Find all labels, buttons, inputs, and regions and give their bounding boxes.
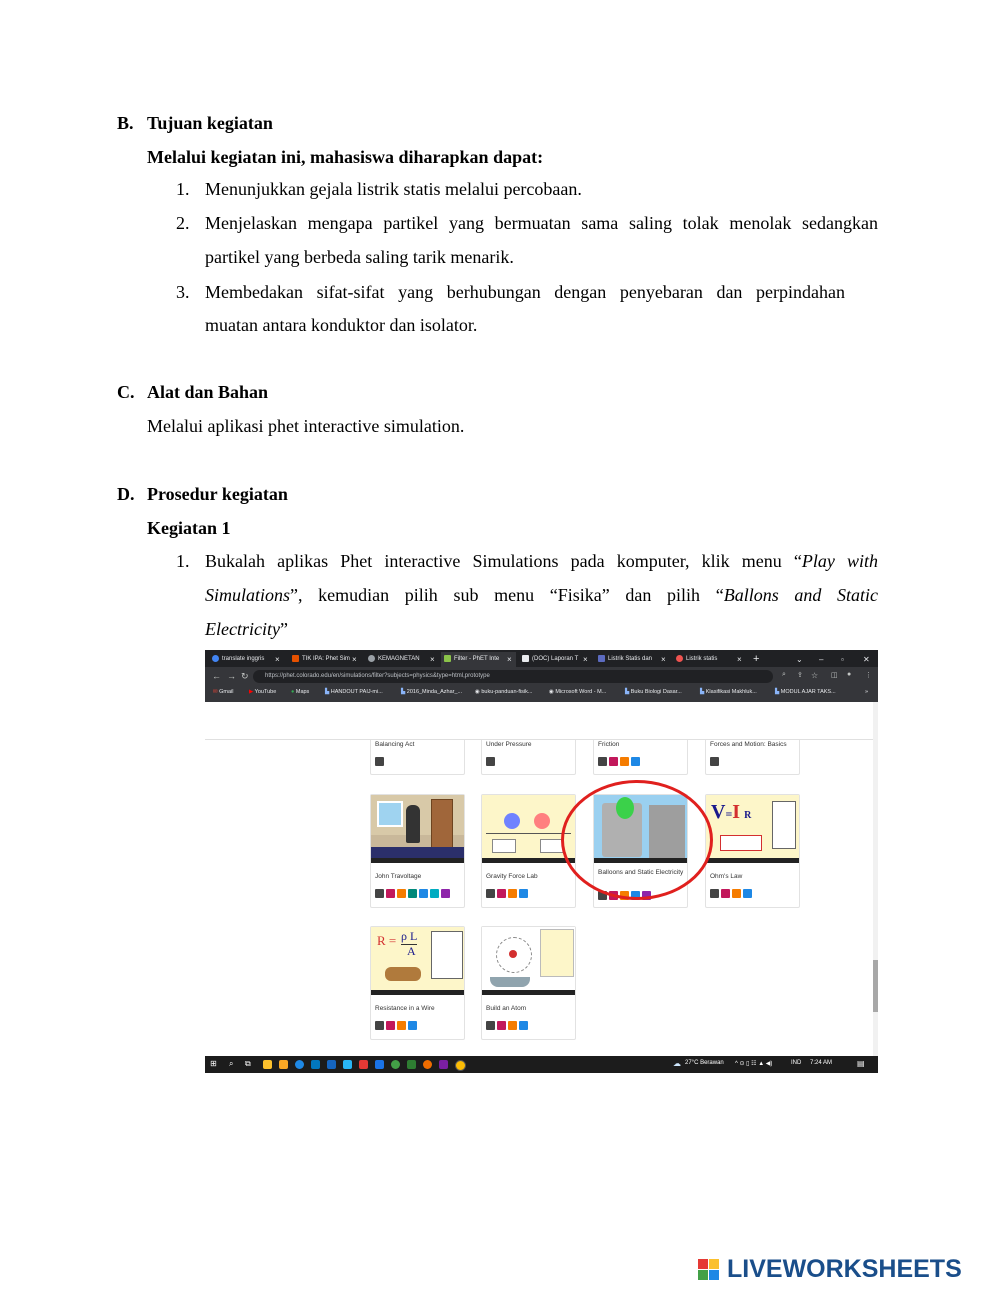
sim-card-john-travoltage[interactable] (370, 794, 465, 908)
reload-icon[interactable]: ↻ (241, 671, 249, 681)
browser-tab[interactable]: KEMAGNETAN (365, 652, 434, 667)
sim-thumbnail: R = ρ L A (371, 927, 464, 995)
resistance-formula: R = (377, 933, 397, 948)
browser-tab[interactable]: TIK IPA: Phet Sim (289, 652, 352, 667)
liveworksheets-logo-icon (698, 1259, 720, 1281)
sim-title: Balancing Act (375, 741, 415, 748)
phet-tab-icon (444, 655, 451, 662)
bookmark-star-icon[interactable]: ☆ (811, 671, 819, 680)
weather-text[interactable]: 27°C Berawan (685, 1060, 724, 1066)
bookmark-item[interactable]: ◉ Microsoft Word - M... (549, 689, 607, 695)
sim-title: Build an Atom (486, 1005, 527, 1012)
section-b-title: Tujuan kegiatan (147, 113, 273, 133)
restore-icon[interactable]: ▫ (841, 655, 844, 664)
bookmark-item[interactable]: ▙ Klasifikasi Makhluk... (700, 689, 757, 695)
close-icon[interactable]: × (583, 655, 588, 664)
minimize-icon[interactable]: – (819, 655, 824, 664)
chrome-icon[interactable] (455, 1060, 466, 1071)
clock[interactable]: 7:24 AM (810, 1060, 833, 1066)
list-item-text: Membedakan sifat-sifat yang berhubungan dengan penyebaran dan perpindahan (205, 282, 845, 302)
site-icon (676, 655, 683, 662)
sim-thumbnail (371, 795, 464, 863)
app-icon[interactable] (359, 1060, 368, 1069)
notification-icon[interactable]: ▤ (857, 1059, 865, 1068)
sim-title: Balloons and Static Electricity (598, 869, 684, 876)
bookmark-item[interactable]: ▙ Buku Biologi Dasar... (625, 689, 682, 695)
sim-icons (710, 757, 721, 775)
bookmark-youtube[interactable]: ▶ YouTube (249, 689, 277, 695)
doc-icon: ▙ (325, 689, 330, 695)
sim-icons (486, 889, 530, 907)
task-view-icon[interactable]: ⧉ (245, 1059, 251, 1068)
tray-icons[interactable]: ^ ⊙ ▯ ☷ ▲ ◀) (735, 1061, 773, 1067)
sim-icons (486, 757, 497, 775)
sim-icons (375, 1021, 419, 1039)
header-backdrop (205, 702, 873, 740)
bookmarks-bar (205, 686, 878, 702)
sound-icon (620, 757, 629, 766)
inclusive-icon (609, 757, 618, 766)
html5-icon (710, 757, 719, 766)
browser-tab-active[interactable]: Filter - PhET Inte (441, 652, 516, 667)
sim-title: Under Pressure (486, 741, 532, 748)
bookmark-item[interactable]: ▙ 2016_Minda_Azhar_... (401, 689, 463, 695)
sim-icons (375, 889, 452, 907)
list-item-text: Menjelaskan mengapa partikel yang bermuatan sama saling tolak menolak sedangkan (205, 213, 878, 233)
doc-icon: ▙ (700, 689, 705, 695)
cloud-icon: ☁ (673, 1059, 681, 1068)
doc-icon: ▙ (775, 689, 780, 695)
close-icon[interactable]: × (275, 655, 280, 664)
file-explorer-icon[interactable] (279, 1060, 288, 1069)
list-item-text: muatan antara konduktor dan isolator. (205, 315, 478, 335)
sim-thumbnail (482, 927, 575, 995)
new-tab-plus-icon[interactable]: + (753, 653, 760, 665)
sim-thumbnail (482, 795, 575, 863)
list-item-number: 1. (176, 551, 190, 571)
youtube-icon: ▶ (249, 689, 254, 695)
sim-icons (710, 889, 754, 907)
forward-arrow-icon[interactable]: → (227, 671, 236, 681)
section-d-letter: D. (117, 484, 135, 504)
app-icon[interactable] (343, 1060, 352, 1069)
sim-title: Gravity Force Lab (486, 873, 538, 880)
close-icon[interactable]: × (352, 655, 357, 664)
sim-card-build-an-atom[interactable] (481, 926, 576, 1040)
close-icon[interactable]: × (737, 655, 742, 664)
zoom-icon[interactable]: ⌕ (782, 671, 786, 678)
bookmark-gmail[interactable]: ✉ Gmail (213, 689, 234, 695)
gmail-icon: ✉ (213, 689, 218, 695)
section-c-letter: C. (117, 382, 135, 402)
list-item-number: 3. (176, 282, 190, 302)
app-icon[interactable] (263, 1060, 272, 1069)
sim-title: John Travoltage (375, 873, 422, 880)
profile-icon[interactable]: ● (847, 671, 852, 678)
windows-taskbar (205, 1056, 878, 1073)
excel-icon[interactable] (407, 1060, 416, 1069)
list-item-number: 2. (176, 213, 190, 233)
html5-icon (375, 757, 384, 766)
section-b-letter: B. (117, 113, 134, 133)
close-window-icon[interactable]: ✕ (863, 655, 870, 664)
section-b-intro: Melalui kegiatan ini, mahasiswa diharapkan dapat: (147, 147, 544, 167)
sim-card-resistance-in-a-wire[interactable] (370, 926, 465, 1040)
word-icon[interactable] (375, 1060, 384, 1069)
sim-card-ohms-law[interactable] (705, 794, 800, 908)
procedure-line-3: Electricity” (205, 619, 288, 639)
scrollbar-thumb[interactable] (873, 960, 878, 1012)
app-icon[interactable] (423, 1060, 432, 1069)
liveworksheets-logo-text: LIVEWORKSHEETS (727, 1255, 962, 1283)
sim-title: Ohm's Law (710, 873, 743, 880)
close-icon[interactable]: × (507, 655, 512, 664)
bookmark-maps[interactable]: ● Maps (291, 689, 310, 695)
globe-icon: ◉ (549, 689, 554, 695)
globe-icon: ◉ (475, 689, 480, 695)
close-icon[interactable]: × (661, 655, 666, 664)
section-d-subtitle: Kegiatan 1 (147, 518, 231, 538)
globe-icon (368, 655, 375, 662)
bookmark-item[interactable]: ◉ buku-panduan-fisik... (475, 689, 533, 695)
app-icon[interactable] (311, 1060, 320, 1069)
section-c-title: Alat dan Bahan (147, 382, 269, 402)
sim-title: Resistance in a Wire (375, 1005, 435, 1012)
procedure-line-2: Simulations”, kemudian pilih sub menu “Fisika” dan pilih “Ballons and Static (205, 585, 879, 605)
sim-icons (598, 757, 642, 775)
menu-dots-icon[interactable]: ⋮ (865, 672, 872, 679)
highlight-circle (561, 780, 713, 900)
more-bookmarks-icon[interactable]: » (865, 689, 869, 695)
browser-tab-bar (205, 650, 878, 667)
section-d-title: Prosedur kegiatan (147, 484, 288, 504)
doc-icon: ▙ (401, 689, 406, 695)
section-c-body: Melalui aplikasi phet interactive simulation. (147, 416, 465, 436)
close-icon[interactable]: × (430, 655, 435, 664)
html5-icon (598, 757, 607, 766)
ohm-formula: V=I R (711, 801, 752, 823)
browser-tab[interactable]: (DOC) Laporan T (519, 652, 588, 667)
html5-icon (486, 757, 495, 766)
whatsapp-icon[interactable] (391, 1060, 400, 1069)
app-icon[interactable] (439, 1060, 448, 1069)
sim-title: Friction (598, 741, 620, 748)
academia-icon (522, 655, 529, 662)
translate-icon (631, 757, 640, 766)
browser-tab[interactable]: Listrik Statis dan (595, 652, 662, 667)
procedure-line-1: Bukalah aplikas Phet interactive Simulations pada komputer, klik menu “Play with (205, 551, 878, 571)
list-item-text: partikel yang berbeda saling tarik menarik. (205, 247, 514, 267)
sim-title: Forces and Motion: Basics (710, 741, 787, 748)
bookmark-item[interactable]: ▙ MODUL AJAR TAKS... (775, 689, 836, 695)
sim-icons (375, 757, 386, 775)
sim-thumbnail (706, 795, 799, 863)
share-icon[interactable]: ⇪ (797, 672, 803, 679)
maps-pin-icon: ● (291, 689, 295, 695)
search-icon[interactable]: ⌕ (229, 1059, 234, 1068)
back-arrow-icon[interactable]: ← (212, 671, 221, 681)
sim-icons (486, 1021, 530, 1039)
list-item-number: 1. (176, 179, 190, 199)
windows-start-icon[interactable]: ⊞ (210, 1059, 217, 1068)
language-indicator[interactable]: IND (791, 1060, 802, 1066)
site-icon (292, 655, 299, 662)
sidepanel-icon[interactable]: ◫ (831, 672, 838, 679)
browser-tab[interactable]: Listrik statis (673, 652, 738, 667)
chevron-down-icon[interactable]: ⌄ (796, 655, 803, 664)
phet-screenshot (205, 650, 878, 1073)
google-icon (212, 655, 219, 662)
browser-address-bar (205, 667, 878, 686)
doc-icon: ▙ (625, 689, 630, 695)
app-icon[interactable] (327, 1060, 336, 1069)
list-item-text: Menunjukkan gejala listrik statis melalui percobaan. (205, 179, 582, 199)
site-icon (598, 655, 605, 662)
browser-tab[interactable]: translate inggris (209, 652, 282, 667)
edge-icon[interactable] (295, 1060, 304, 1069)
bookmark-item[interactable]: ▙ HANDOUT PAIJ-mi... (325, 689, 383, 695)
url-input[interactable]: https://phet.colorado.edu/en/simulations/filter?subjects=physics&type=html,prototype (253, 670, 773, 683)
